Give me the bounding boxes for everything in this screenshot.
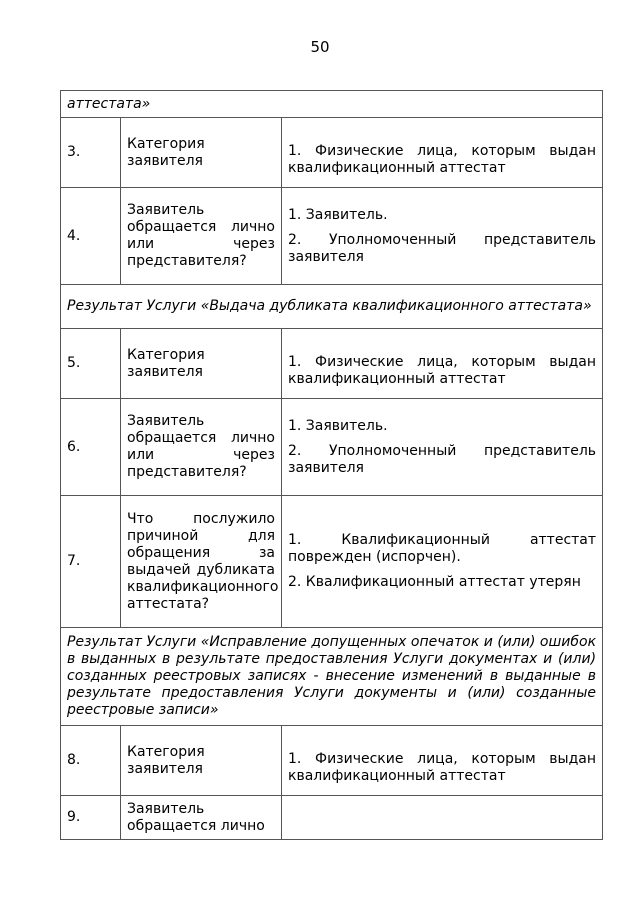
row-number: 4. — [61, 188, 121, 285]
section-row — [61, 285, 603, 329]
row-number: 3. — [61, 118, 121, 188]
answer-option: 1. Физические лица, которым выдан квалификационный аттестат — [288, 353, 597, 387]
answer-cell — [282, 118, 603, 188]
table-row — [61, 796, 603, 840]
question-cell: Заявитель обращается лично или через представителя? — [121, 399, 282, 496]
question-cell: Категория заявителя — [121, 329, 282, 399]
table-row — [61, 726, 603, 796]
answer-cell — [282, 329, 603, 399]
section-row — [61, 91, 603, 118]
question-cell: Что послужило причиной для обращения за выдачей дубликата квалификационного аттестата? — [121, 496, 282, 628]
answer-cell — [282, 188, 603, 285]
row-number: 6. — [61, 399, 121, 496]
question-cell: Заявитель обращается лично — [121, 796, 282, 840]
table-row — [61, 118, 603, 188]
row-number: 7. — [61, 496, 121, 628]
criteria-table — [60, 90, 603, 840]
section-title: Результат Услуги «Выдача дубликата квалификационного аттестата» — [61, 285, 603, 329]
page-number: 50 — [310, 38, 330, 56]
answer-cell — [282, 796, 603, 840]
answer-option: 1. Заявитель. — [288, 206, 388, 223]
row-number: 8. — [61, 726, 121, 796]
answer-option: 1. Физические лица, которым выдан квалификационный аттестат — [288, 142, 597, 176]
section-row — [61, 628, 603, 726]
section-title: аттестата» — [61, 91, 603, 118]
question-cell: Категория заявителя — [121, 726, 282, 796]
table-row — [61, 496, 603, 628]
answer-cell — [282, 399, 603, 496]
question-cell: Заявитель обращается лично или через представителя? — [121, 188, 282, 285]
answer-option: 2. Квалификационный аттестат утерян — [288, 574, 581, 590]
table-row — [61, 188, 603, 285]
answer-cell — [282, 496, 603, 628]
answer-option: 2. Уполномоченный представитель заявителя — [288, 442, 597, 476]
question-cell: Категория заявителя — [121, 118, 282, 188]
answer-option: 2. Уполномоченный представитель заявителя — [288, 231, 597, 265]
table-row — [61, 329, 603, 399]
answer-option: 1. Квалификационный аттестат поврежден (испорчен). — [288, 532, 597, 565]
answer-option: 1. Физические лица, которым выдан квалификационный аттестат — [288, 750, 597, 784]
row-number: 5. — [61, 329, 121, 399]
row-number: 9. — [61, 796, 121, 840]
table-row — [61, 399, 603, 496]
answer-cell — [282, 726, 603, 796]
answer-option: 1. Заявитель. — [288, 417, 388, 434]
section-title: Результат Услуги «Исправление допущенных опечаток и (или) ошибок в выданных в результате предоставления Услуги документах и (или) созданных реестровых записях - внесение изменений в выданные в результате предоставления Услуги документы и (или) созданные реестровые записи» — [61, 628, 603, 726]
